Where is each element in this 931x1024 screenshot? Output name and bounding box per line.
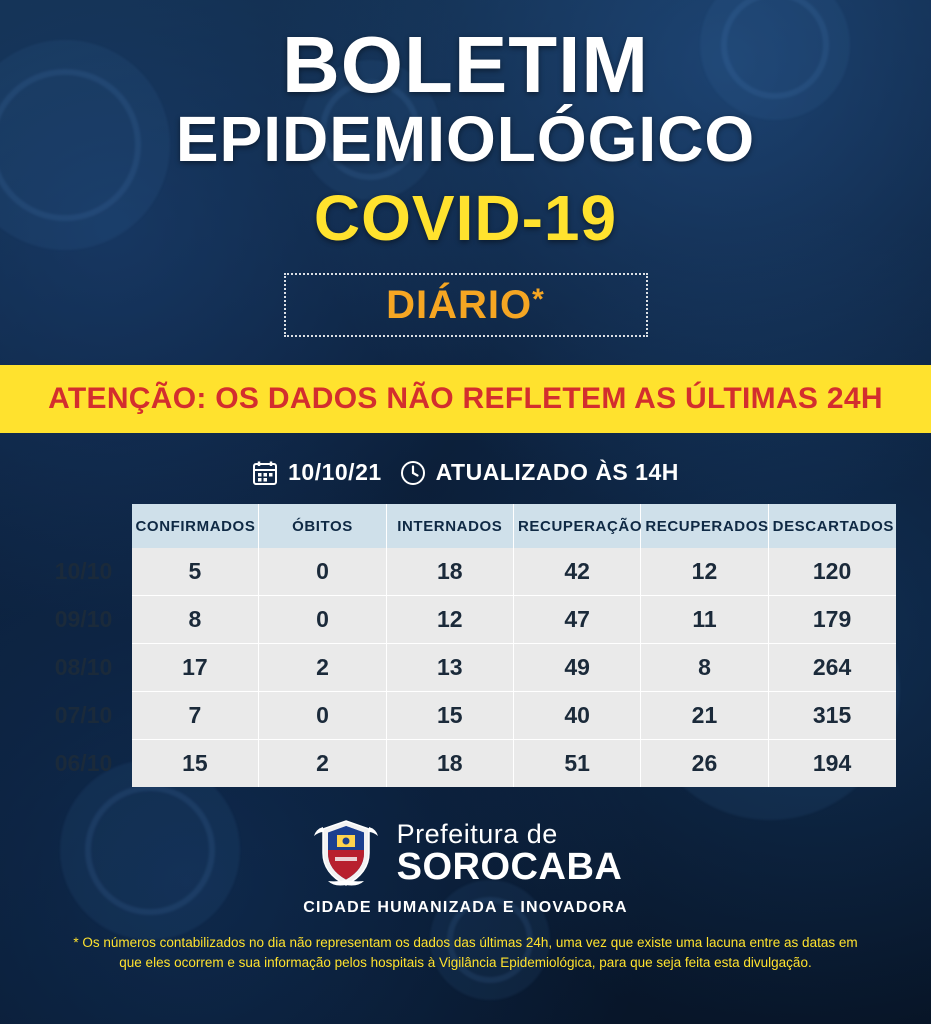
brand-prefeitura: Prefeitura de xyxy=(396,818,558,849)
brand-lockup xyxy=(0,817,931,889)
cell-internados: 18 xyxy=(386,740,513,788)
cell-confirmados: 17 xyxy=(132,644,259,692)
footnote-disclaimer: * Os números contabilizados no dia não representam os dados das últimas 24h, uma vez que existe uma lacuna entre as datas em que eles ocorrem e sua informação pelos hospitais à Vigilância Epidemiológica, para que seja feita esta divulgação. xyxy=(73,935,858,971)
cell-recuperacao: 40 xyxy=(513,692,640,740)
col-descartados: DESCARTADOS xyxy=(768,504,895,548)
cell-recuperacao: 42 xyxy=(513,548,640,596)
cell-obitos: 2 xyxy=(259,644,386,692)
updated-chunk xyxy=(400,459,679,486)
cell-recuperados: 26 xyxy=(641,740,768,788)
table-header-row xyxy=(36,504,896,548)
row-date: 07/10 xyxy=(54,702,113,729)
diario-badge-label xyxy=(386,283,545,328)
data-table-wrap xyxy=(36,504,896,787)
cell-internados: 15 xyxy=(386,692,513,740)
cell-internados: 13 xyxy=(386,644,513,692)
table-corner-cell xyxy=(36,504,132,548)
diario-badge-text: DIÁRIO xyxy=(386,282,533,327)
cell-obitos: 0 xyxy=(259,692,386,740)
sorocaba-coat-of-arms-icon xyxy=(309,817,383,889)
col-obitos: ÓBITOS xyxy=(259,504,386,548)
cell-descartados: 194 xyxy=(768,740,895,788)
title-line-1: BOLETIM xyxy=(282,20,649,109)
col-internados: INTERNADOS xyxy=(386,504,513,548)
brand-tagline: CIDADE HUMANIZADA E INOVADORA xyxy=(303,899,628,917)
poster-header xyxy=(0,0,931,337)
cell-confirmados: 7 xyxy=(132,692,259,740)
cell-recuperados: 11 xyxy=(641,596,768,644)
row-date: 06/10 xyxy=(54,749,113,776)
title-line-2: EPIDEMIOLÓGICO xyxy=(175,103,756,176)
title-line-3: COVID-19 xyxy=(313,182,618,255)
cell-obitos: 2 xyxy=(259,740,386,788)
covid-data-table xyxy=(36,504,896,787)
row-date: 08/10 xyxy=(54,654,113,681)
cell-confirmados: 8 xyxy=(132,596,259,644)
diario-badge-asterisk: * xyxy=(532,282,545,316)
alert-text: ATENÇÃO: OS DADOS NÃO REFLETEM AS ÚLTIMAS 24H xyxy=(48,382,883,416)
col-recuperados: RECUPERADOS xyxy=(641,504,768,548)
cell-internados: 18 xyxy=(386,548,513,596)
date-chunk xyxy=(252,459,382,486)
cell-confirmados: 5 xyxy=(132,548,259,596)
table-body xyxy=(36,548,896,787)
clock-icon xyxy=(400,460,426,486)
table-row xyxy=(36,692,896,740)
table-row xyxy=(36,596,896,644)
diario-badge xyxy=(284,273,648,337)
cell-obitos: 0 xyxy=(259,548,386,596)
cell-descartados: 315 xyxy=(768,692,895,740)
cell-internados: 12 xyxy=(386,596,513,644)
table-row xyxy=(36,644,896,692)
cell-descartados: 120 xyxy=(768,548,895,596)
date-bar xyxy=(0,459,931,486)
updated-time: ATUALIZADO ÀS 14H xyxy=(435,459,679,486)
cell-obitos: 0 xyxy=(259,596,386,644)
cell-recuperados: 12 xyxy=(641,548,768,596)
cell-recuperados: 21 xyxy=(641,692,768,740)
row-date: 09/10 xyxy=(54,606,113,633)
cell-recuperacao: 49 xyxy=(513,644,640,692)
row-date: 10/10 xyxy=(54,558,113,585)
table-head xyxy=(36,504,896,548)
cell-confirmados: 15 xyxy=(132,740,259,788)
poster-footer xyxy=(0,817,931,974)
cell-recuperacao: 51 xyxy=(513,740,640,788)
cell-recuperados: 8 xyxy=(641,644,768,692)
cell-descartados: 264 xyxy=(768,644,895,692)
brand-sorocaba: SOROCABA xyxy=(396,845,623,888)
bulletin-date: 10/10/21 xyxy=(288,459,382,486)
cell-recuperacao: 47 xyxy=(513,596,640,644)
col-confirmados: CONFIRMADOS xyxy=(132,504,259,548)
cell-descartados: 179 xyxy=(768,596,895,644)
table-row xyxy=(36,740,896,788)
alert-band xyxy=(0,365,931,433)
col-recuperacao: RECUPERAÇÃO xyxy=(513,504,640,548)
brand-text xyxy=(396,818,623,888)
calendar-icon xyxy=(252,460,278,486)
table-row xyxy=(36,548,896,596)
